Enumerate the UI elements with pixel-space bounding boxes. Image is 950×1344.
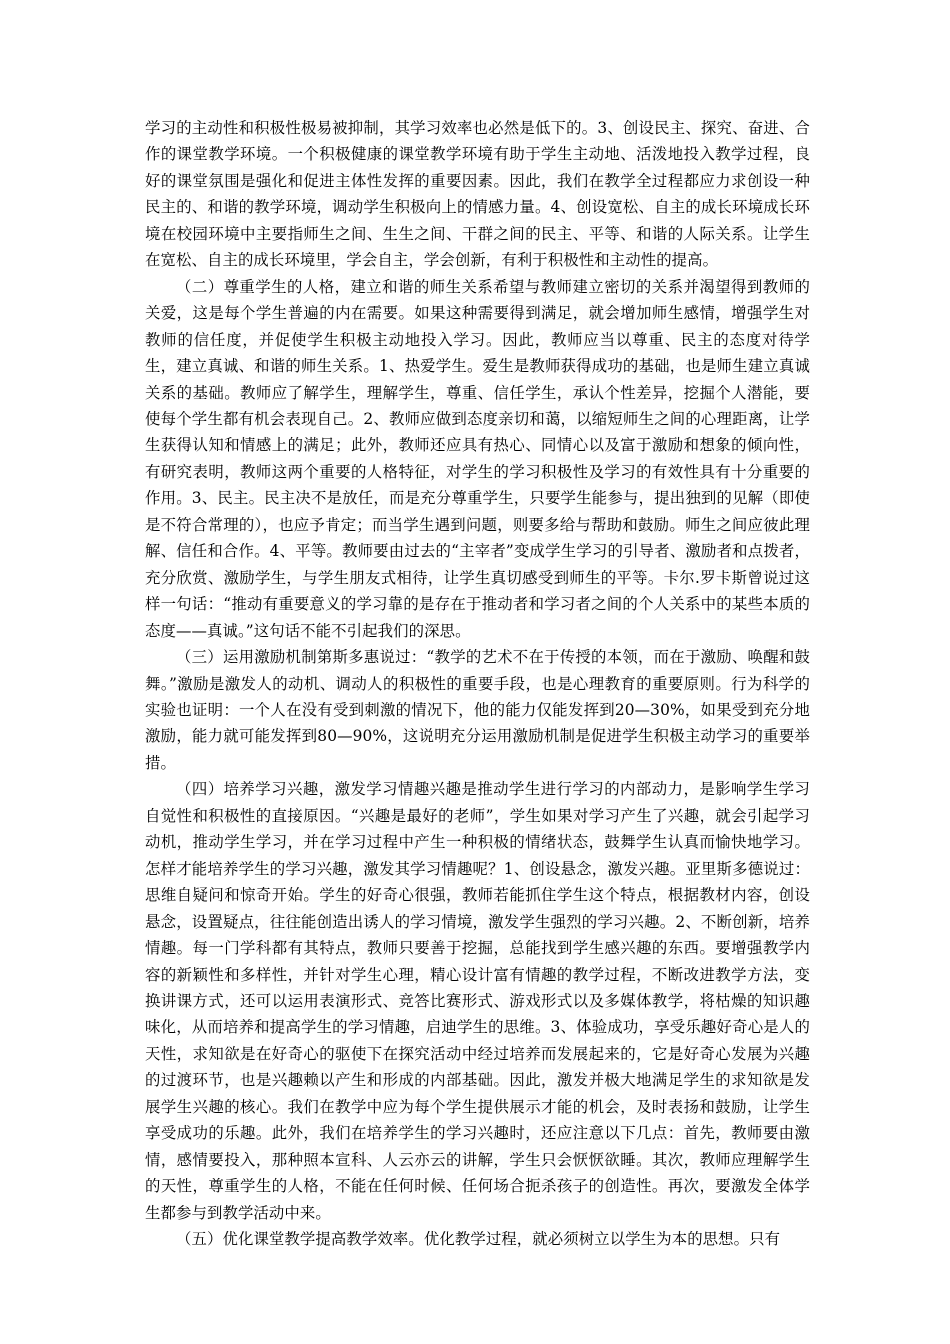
document-body — [145, 115, 810, 1252]
paragraph-3: （三）运用激励机制第斯多惠说过：“教学的艺术不在于传授的本领，而在于激励、唤醒和鼓舞。”激励是激发人的动机、调动人的积极性的重要手段，也是心理教育的重要原则。行为科学的实验也证明：一个人在没有受到刺激的情况下，他的能力仅能发挥到20—30%，如果受到充分地激励，能力就可能发挥到80—90%，这说明充分运用激励机制是促进学生积极主动学习的重要举措。 — [145, 648, 810, 772]
paragraph-4: （四）培养学习兴趣，激发学习情趣兴趣是推动学生进行学习的内部动力，是影响学生学习自觉性和积极性的直接原因。“兴趣是最好的老师”，学生如果对学习产生了兴趣，就会引起学习动机，推动学生学习，并在学习过程中产生一种积极的情绪状态，鼓舞学生认真而愉快地学习。怎样才能培养学生的学习兴趣，激发其学习情趣呢？1、创设悬念，激发兴趣。亚里斯多德说过：思维自疑问和惊奇开始。学生的好奇心很强，教师若能抓住学生这个特点，根据教材内容，创设悬念，设置疑点，往往能创造出诱人的学习情境，激发学生强烈的学习兴趣。2、不断创新，培养情趣。每一门学科都有其特点，教师只要善于挖掘，总能找到学生感兴趣的东西。要增强教学内容的新颖性和多样性，并针对学生心理，精心设计富有情趣的教学过程，不断改进教学方法，变换讲课方式，还可以运用表演形式、竞答比赛形式、游戏形式以及多媒体教学，将枯燥的知识趣味化，从而培养和提高学生的学习情趣，启迪学生的思维。3、体验成功，享受乐趣好奇心是人的天性，求知欲是在好奇心的驱使下在探究活动中经过培养而发展起来的，它是好奇心发展为兴趣的过渡环节，也是兴趣赖以产生和形成的内部基础。因此，激发并极大地满足学生的求知欲是发展学生兴趣的核心。我们在教学中应为每个学生提供展示才能的机会，及时表扬和鼓励，让学生享受成功的乐趣。此外，我们在培养学生的学习兴趣时，还应注意以下几点：首先，教师要由激情，感情要投入，那种照本宣科、人云亦云的讲解，学生只会恹恹欲睡。其次，教师应理解学生的天性，尊重学生的人格，不能在任何时候、任何场合扼杀孩子的创造性。再次，要激发全体学生都参与到教学活动中来。 — [145, 780, 810, 1222]
paragraph-1: 学习的主动性和积极性极易被抑制，其学习效率也必然是低下的。3、创设民主、探究、奋进、合作的课堂教学环境。一个积极健康的课堂教学环境有助于学生主动地、活泼地投入教学过程，良好的课堂氛围是强化和促进主体性发挥的重要因素。因此，我们在教学全过程都应力求创设一种民主的、和谐的教学环境，调动学生积极向上的情感力量。4、创设宽松、自主的成长环境成长环境在校园环境中主要指师生之间、生生之间、干群之间的民主、平等、和谐的人际关系。让学生在宽松、自主的成长环境里，学会自主，学会创新，有利于积极性和主动性的提高。 — [145, 119, 810, 270]
paragraph-2: （二）尊重学生的人格，建立和谐的师生关系希望与教师建立密切的关系并渴望得到教师的关爱，这是每个学生普遍的内在需要。如果这种需要得到满足，就会增加师生感情，增强学生对教师的信任度，并促使学生积极主动地投入学习。因此，教师应当以尊重、民主的态度对待学生，建立真诚、和谐的师生关系。1、热爱学生。爱生是教师获得成功的基础，也是师生建立真诚关系的基础。教师应了解学生，理解学生，尊重、信任学生，承认个性差异，挖掘个人潜能，要使每个学生都有机会表现自己。2、教师应做到态度亲切和蔼，以缩短师生之间的心理距离，让学生获得认知和情感上的满足；此外，教师还应具有热心、同情心以及富于激励和想象的倾向性，有研究表明，教师这两个重要的人格特征，对学生的学习积极性及学习的有效性具有十分重要的作用。3、民主。民主决不是放任，而是充分尊重学生，只要学生能参与，提出独到的见解（即使是不符合常理的），也应予肯定；而当学生遇到问题，则要多给与帮助和鼓励。师生之间应彼此理解、信任和合作。4、平等。教师要由过去的“主宰者”变成学生学习的引导者、激励者和点拨者，充分欣赏、激励学生，与学生朋友式相待，让学生真切感受到师生的平等。卡尔.罗卡斯曾说过这样一句话：“推动有重要意义的学习靠的是存在于推动者和学习者之间的个人关系中的某些本质的态度——真诚。”这句话不能不引起我们的深思。 — [145, 277, 810, 640]
paragraph-5: （五）优化课堂教学提高教学效率。优化教学过程，就必须树立以学生为本的思想。只有 — [176, 1230, 781, 1249]
